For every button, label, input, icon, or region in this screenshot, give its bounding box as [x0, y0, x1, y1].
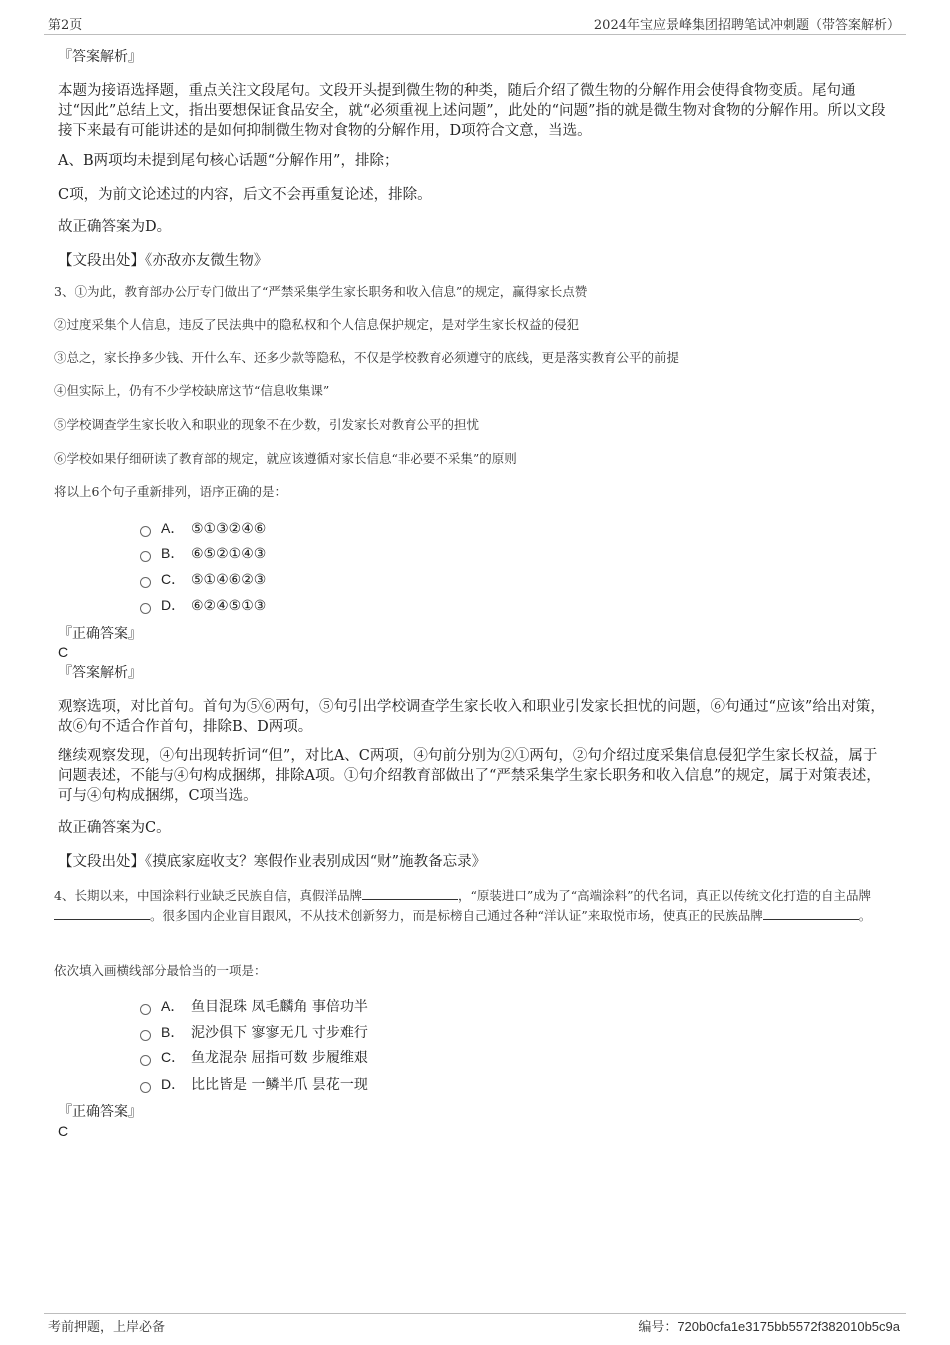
- page-number: 第2页: [48, 18, 83, 33]
- correct-answer: C: [58, 644, 69, 660]
- document-id: 编号：720b0cfa1e3175bb5572f382010b5c9a: [638, 1319, 900, 1335]
- option-c[interactable]: C． 鱼龙混杂 屈指可数 步履维艰: [140, 1047, 368, 1068]
- passage-source: 【文段出处】《亦敌亦友微生物》: [58, 253, 269, 269]
- analysis-paragraph: C项，为前文论述过的内容，后文不会再重复论述，排除。: [58, 187, 432, 203]
- radio-icon[interactable]: [140, 1055, 151, 1066]
- option-d[interactable]: D． ⑥②④⑤①③: [140, 595, 266, 616]
- question-sentence: ④但实际上，仍有不少学校缺席这节“信息收集课”: [54, 383, 330, 398]
- option-b[interactable]: B． 泥沙俱下 寥寥无几 寸步难行: [140, 1022, 368, 1043]
- option-a[interactable]: A． ⑤①③②④⑥: [140, 518, 266, 539]
- question-sentence: 3、①为此，教育部办公厅专门做出了“严禁采集学生家长职务和收入信息”的规定，赢得家长点赞: [54, 284, 588, 299]
- radio-icon[interactable]: [140, 603, 151, 614]
- option-d[interactable]: D． 比比皆是 一鳞半爪 昙花一现: [140, 1074, 368, 1095]
- passage-source: 【文段出处】《摸底家庭收支？寒假作业表别成因“财”施教备忘录》: [58, 854, 487, 870]
- answer-blank: [362, 887, 458, 900]
- question-sentence: ⑤学校调查学生家长收入和职业的现象不在少数，引发家长对教育公平的担忧: [54, 417, 480, 432]
- analysis-paragraph: A、B两项均未提到尾句核心话题“分解作用”，排除；: [58, 153, 399, 169]
- correct-answer: C: [58, 1123, 69, 1139]
- document-title: 2024年宝应景峰集团招聘笔试冲刺题（带答案解析）: [593, 18, 900, 33]
- question-sentence: ③总之，家长挣多少钱、开什么车、还多少款等隐私，不仅是学校教育必须遵守的底线，更是落实教育公平的前提: [54, 350, 680, 365]
- correct-answer-label: 『正确答案』: [58, 1104, 142, 1120]
- answer-blank: [54, 907, 150, 920]
- radio-icon[interactable]: [140, 577, 151, 588]
- analysis-label: 『答案解析』: [58, 665, 142, 681]
- correct-answer-label: 『正确答案』: [58, 626, 142, 642]
- analysis-paragraph: 故正确答案为C。: [58, 820, 171, 836]
- analysis-paragraph: 观察选项，对比首句。首句为⑤⑥两句，⑤句引出学校调查学生家长收入和职业引发家长担忧的问题，⑥句通过“应该”给出对策，故⑥句不适合作首句，排除B、D两项。: [58, 699, 885, 735]
- analysis-paragraph: 故正确答案为D。: [58, 219, 172, 235]
- radio-icon[interactable]: [140, 1030, 151, 1041]
- question-prompt: 将以上6个句子重新排列，语序正确的是：: [54, 484, 287, 499]
- question-prompt: 依次填入画横线部分最恰当的一项是：: [54, 963, 267, 978]
- footer-slogan: 考前押题，上岸必备: [48, 1320, 166, 1335]
- radio-icon[interactable]: [140, 526, 151, 537]
- analysis-paragraph: 本题为接语选择题，重点关注文段尾句。文段开头提到微生物的种类，随后介绍了微生物的分解作用会使得食物变质。尾句通过“因此”总结上文，指出要想保证食品安全，就“必须重视上述问题”，此处的“问题”指的就是微生物对食物的分解作用。所以文段接下来最有可能讲述的是如何抑制微生物对食物的分解作用，D项符合文意，当选。: [58, 83, 886, 139]
- option-a[interactable]: A． 鱼目混珠 凤毛麟角 事倍功半: [140, 996, 368, 1017]
- page-footer: [44, 1313, 906, 1335]
- radio-icon[interactable]: [140, 1082, 151, 1093]
- page-header: [44, 14, 906, 35]
- question-sentence: ⑥学校如果仔细研读了教育部的规定，就应该遵循对家长信息“非必要不采集”的原则: [54, 451, 517, 466]
- option-c[interactable]: C． ⑤①④⑥②③: [140, 569, 266, 590]
- radio-icon[interactable]: [140, 551, 151, 562]
- question-stem: 4、长期以来，中国涂料行业缺乏民族自信，真假洋品牌 ，“原装进口”成为了“高端涂料”的代名词，真正以传统文化打造的自主品牌。很多国内企业盲目跟风，不从技术创新努力，而是标榜自己通过各种“洋认证”来取悦市场，使真正的民族品牌 。: [54, 888, 872, 923]
- analysis-label: 『答案解析』: [58, 49, 142, 65]
- question-sentence: ②过度采集个人信息，违反了民法典中的隐私权和个人信息保护规定，是对学生家长权益的侵犯: [54, 317, 580, 332]
- option-b[interactable]: B． ⑥⑤②①④③: [140, 543, 266, 564]
- analysis-paragraph: 继续观察发现，④句出现转折词“但”，对比A、C两项，④句前分别为②①两句，②句介绍过度采集信息侵犯学生家长权益，属于问题表述，不能与④句构成捆绑，排除A项。①句介绍教育部做出了“严禁采集学生家长职务和收入信息”的规定，属于对策表述，可与④句构成捆绑，C项当选。: [58, 748, 881, 804]
- radio-icon[interactable]: [140, 1004, 151, 1015]
- answer-blank: [763, 907, 859, 920]
